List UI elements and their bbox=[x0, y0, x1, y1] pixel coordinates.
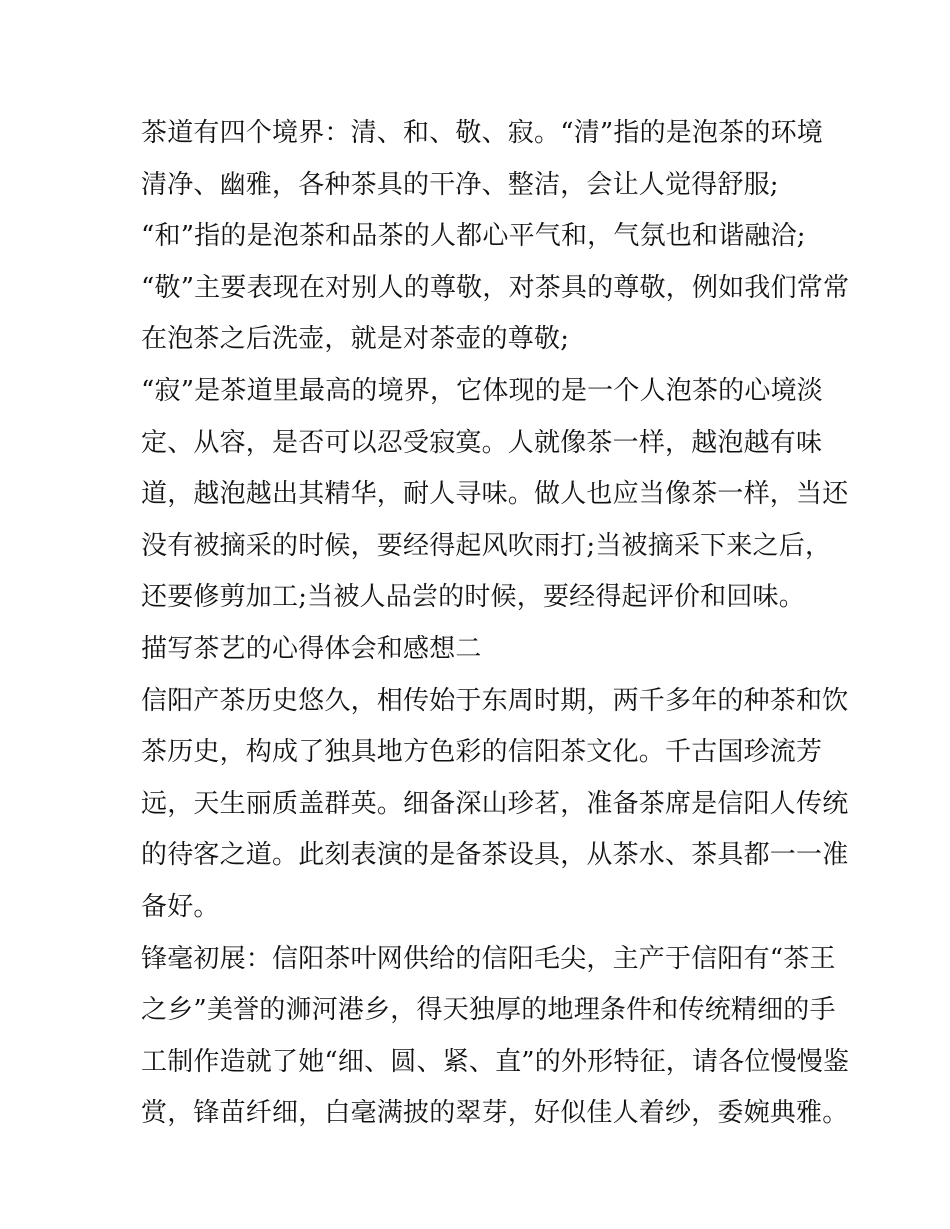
text-line: 道，越泡越出其精华，耐人寻味。做人也应当像茶一样，当还 bbox=[141, 479, 849, 510]
text-line: 信阳产茶历史悠久，相传始于东周时期，两千多年的种茶和饮 bbox=[141, 685, 849, 716]
text-line: 赏，锋苗纤细，白毫满披的翠芽，好似佳人着纱，委婉典雅。 bbox=[141, 1098, 849, 1129]
text-line: 远，天生丽质盖群英。细备深山珍茗，准备茶席是信阳人传统 bbox=[141, 788, 849, 819]
text-line: 备好。 bbox=[141, 891, 220, 922]
text-line: 没有被摘采的时候，要经得起风吹雨打;当被摘采下来之后， bbox=[141, 530, 832, 561]
text-line: 在泡茶之后洗壶，就是对茶壶的尊敬; bbox=[141, 324, 570, 355]
document-body bbox=[141, 108, 850, 1140]
text-line: 定、从容，是否可以忍受寂寞。人就像茶一样，越泡越有味 bbox=[141, 427, 823, 458]
text-line: 茶道有四个境界：清、和、敬、寂。“清”指的是泡茶的环境 bbox=[141, 118, 823, 148]
text-line: 还要修剪加工;当被人品尝的时候，要经得起评价和回味。 bbox=[141, 582, 805, 613]
text-line: 锋毫初展：信阳茶叶网供给的信阳毛尖，主产于信阳有“茶王 bbox=[141, 943, 836, 974]
text-line: 工制作造就了她“细、圆、紧、直”的外形特征，请各位慢慢鉴 bbox=[141, 1046, 850, 1077]
text-line: “敬”主要表现在对别人的尊敬，对茶具的尊敬，例如我们常常 bbox=[141, 272, 850, 303]
text-line: 清净、幽雅，各种茶具的干净、整洁，会让人觉得舒服; bbox=[141, 169, 779, 200]
section-heading: 描写茶艺的心得体会和感想二 bbox=[141, 633, 482, 664]
text-line: “寂”是茶道里最高的境界，它体现的是一个人泡茶的心境淡 bbox=[141, 375, 823, 406]
text-line: 之乡”美誉的浉河港乡，得天独厚的地理条件和传统精细的手 bbox=[141, 995, 836, 1026]
text-line: “和”指的是泡茶和品茶的人都心平气和，气氛也和谐融洽; bbox=[141, 221, 806, 252]
text-line: 的待客之道。此刻表演的是备茶设具，从茶水、茶具都一一准 bbox=[141, 840, 849, 871]
text-line: 茶历史，构成了独具地方色彩的信阳茶文化。千古国珍流芳 bbox=[141, 737, 823, 768]
